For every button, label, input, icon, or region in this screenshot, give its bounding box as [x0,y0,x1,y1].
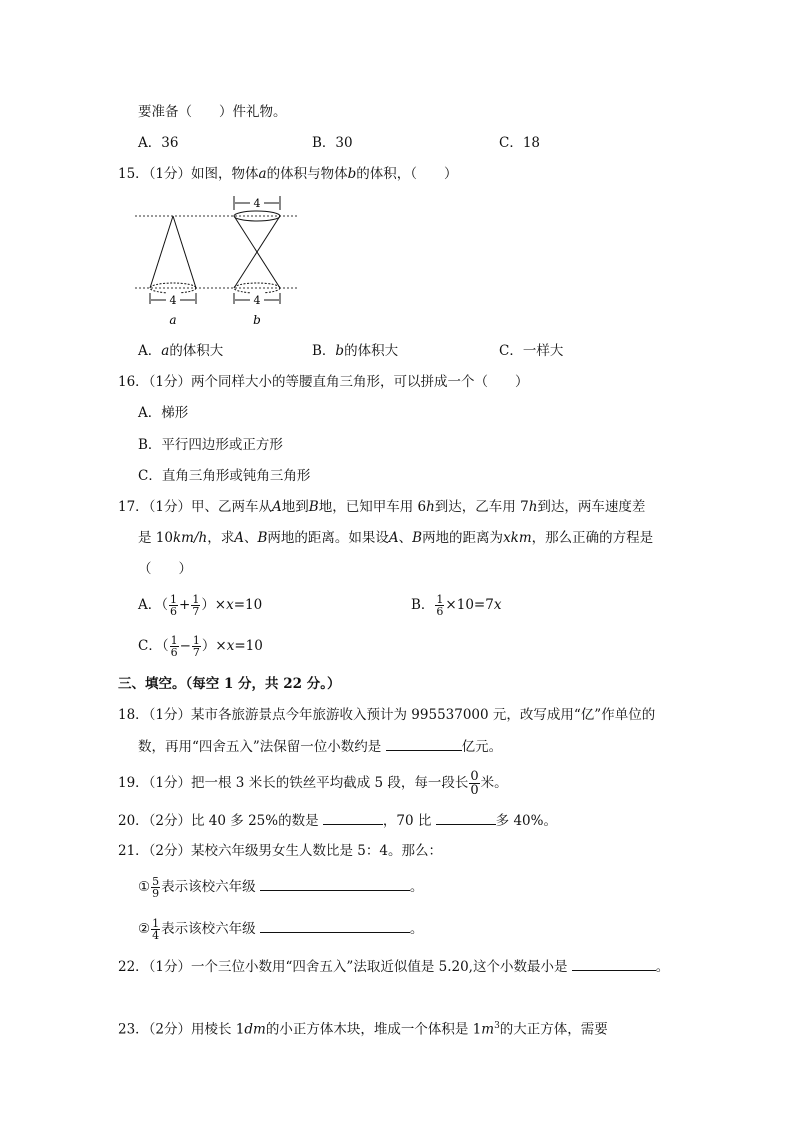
fraction [151,918,160,941]
unit-dm: dm [244,1021,266,1038]
q17-line-1 [118,497,645,517]
text: ）× [201,597,227,613]
unit-speed: km/h [172,530,208,546]
cone-figure [135,192,305,332]
text: 、 [243,530,258,546]
text: 多 40%。 [495,813,557,829]
q15-option-b [312,341,398,361]
text: =10 [233,597,263,613]
numerator: 5 [152,875,160,888]
var-x: x [226,638,235,654]
q17-option-a [138,594,262,617]
fraction [170,635,179,658]
section-heading: 三、填空。（每空 1 分，共 22 分。） [118,676,341,692]
text: ）× [201,638,227,654]
q16-option-c: C．直角三角形或钝角三角形 [138,468,311,484]
q17-line-3: （ ） [138,561,192,577]
var-A: A [272,499,282,515]
fraction [191,594,200,617]
q17-line-2 [138,528,653,548]
var-A: A [234,530,244,546]
q14-option-a: A．36 [138,135,179,151]
text: − [179,638,191,654]
text: 23．（2分）用棱长 1 [118,1021,245,1038]
text: 17．（1分）甲、乙两车从 [118,499,273,515]
answer-fraction[interactable] [469,770,479,797]
q22-line [118,956,669,977]
denominator: 6 [170,646,178,659]
q15-option-a [138,341,223,361]
text: ，求 [207,530,235,546]
text: 。 [409,879,424,895]
circled-number: ② [138,921,151,937]
text: 表示该校六年级 [161,921,256,937]
text: 数，再用“四舍五入”法保留一位小数约是 [138,739,382,755]
answer-blank[interactable] [323,810,383,825]
denominator: 9 [152,887,160,900]
q21-sub-2 [138,918,423,941]
unit-m: m [481,1021,495,1038]
opt-text: 的体积大 [344,343,399,359]
text: =10 [234,638,263,654]
q18-line-2 [138,736,502,757]
var-a: a [258,166,267,182]
numerator: 1 [436,593,444,606]
q14-continuation: 要准备（ ）件礼物。 [138,104,287,120]
text: 、 [398,530,413,546]
var-b: b [347,166,357,182]
q15-text-b: 的体积与物体 [266,166,348,182]
q23-line [118,1016,608,1040]
text: + [179,597,191,613]
q20-line [118,810,557,831]
fraction [192,635,201,658]
unit-h: h [426,499,435,515]
text: ，70 比 [382,813,432,829]
cone-b [234,195,280,327]
q16-option-b: B．平行四边形或正方形 [138,437,283,453]
cone-a-label: a [169,313,177,327]
text: B． [411,597,435,613]
numerator: 1 [192,634,200,647]
answer-blank[interactable] [260,876,410,891]
fraction [169,594,178,617]
cone-b-top-dim: 4 [253,197,261,210]
text: 的大正方体，需要 [499,1021,608,1038]
superscript: 3 [494,1021,500,1031]
denominator: 6 [170,605,177,618]
opt-prefix: B． [312,343,336,359]
text: A．（ [138,597,168,613]
text: 表示该校六年级 [161,879,256,895]
q15-text-a: 如图，物体 [191,166,259,182]
q17-option-b [411,594,501,617]
text: ，那么正确的方程是 [531,530,654,546]
q16-stem: 16．（1分）两个同样大小的等腰直角三角形，可以拼成一个（ ） [118,374,529,390]
var-xkm: xkm [503,530,532,546]
text: 两地的距离为 [422,530,504,546]
q16-option-a: A．梯形 [138,405,189,421]
text: 两地的距离。如果设 [267,530,389,546]
text: 到达，两车速度差 [537,499,646,515]
fraction [435,594,444,617]
answer-blank[interactable] [572,956,656,971]
text: 是 10 [138,530,173,546]
text: 20．（2分）比 40 多 25%的数是 [118,813,319,829]
cone-b-bottom-dim: 4 [253,294,261,307]
text: 。 [655,959,670,975]
var-B: B [257,530,268,546]
circled-number: ① [138,879,151,895]
text: 地到 [281,499,309,515]
text: 19．（1分）把一根 3 米长的铁丝平均截成 5 段，每一段长 [118,775,469,791]
q14-option-b: B．30 [312,135,353,151]
q15-text-c: 的体积，（ ） [356,166,458,182]
opt-prefix: A． [138,343,162,359]
text: ×10=7 [445,597,494,613]
cone-a-dim: 4 [169,294,177,307]
fraction [151,876,160,899]
q19-line [118,770,508,797]
q18-line-1: 18．（1分）某市各旅游景点今年旅游收入预计为 995537000 元，改写成用“亿”作单位的 [118,707,656,723]
text: 米。 [480,775,508,791]
question-points: （1分） [148,166,192,182]
text: 地，已知甲车用 6 [318,499,427,515]
numerator: 1 [170,634,178,647]
cone-b-label: b [253,313,261,327]
q15-stem [118,164,458,184]
denominator: 7 [192,605,200,618]
numerator-blank[interactable]: 0 [470,769,479,784]
q17-option-c [138,635,263,658]
text: 到达，乙车用 7 [434,499,529,515]
text: 。 [409,921,424,937]
q21-sub-1 [138,876,423,899]
answer-blank[interactable] [436,810,496,825]
var-B: B [308,499,319,515]
var-a: a [161,343,170,359]
answer-blank[interactable] [260,918,410,933]
var-x: x [493,597,502,613]
numerator: 1 [152,917,160,930]
unit-h: h [528,499,538,515]
var-x: x [226,597,234,613]
text: 22．（1分）一个三位小数用“四舍五入”法取近似值是 5.20,这个小数最小是 [118,959,568,975]
text: 的小正方体木块，堆成一个体积是 1 [265,1021,482,1038]
denominator: 7 [192,646,200,659]
var-A: A [388,530,399,546]
q21-stem: 21．（2分）某校六年级男女生人数比是 5：4。那么： [118,843,442,859]
numerator: 1 [170,593,177,606]
answer-blank[interactable] [386,736,462,751]
denominator: 6 [436,605,444,618]
denominator: 4 [152,929,160,942]
var-b: b [335,343,345,359]
q15-option-c: C．一样大 [499,343,564,359]
opt-text: 的体积大 [169,343,224,359]
q14-option-c: C．18 [499,135,541,151]
numerator: 1 [192,593,200,606]
var-B: B [412,530,423,546]
question-number: 15． [118,166,149,182]
cone-a [150,216,196,327]
text: 亿元。 [461,739,503,755]
denominator-blank[interactable]: 0 [470,783,479,798]
text: C．（ [138,638,169,654]
